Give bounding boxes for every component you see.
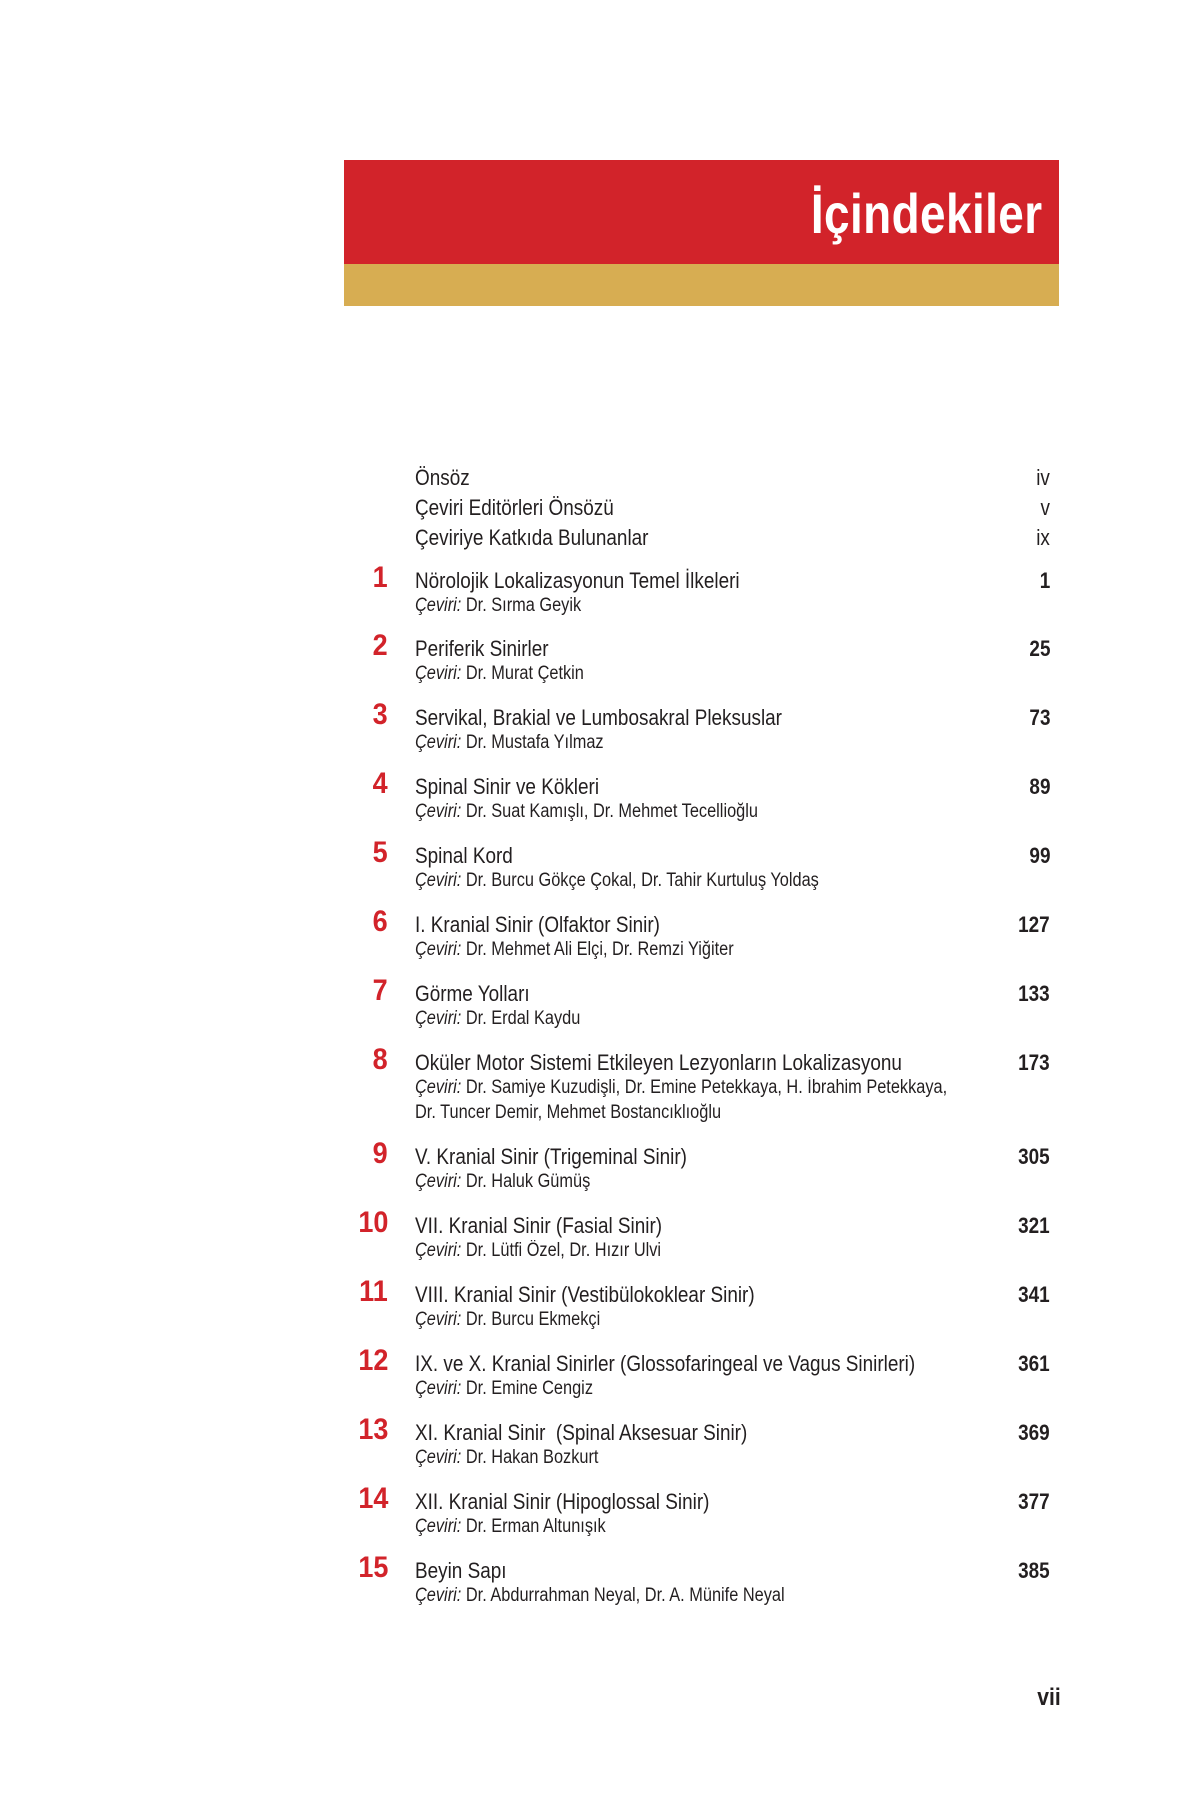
chapter-title: XII. Kranial Sinir (Hipoglossal Sinir) bbox=[415, 1489, 710, 1514]
translation-label: Çeviri: bbox=[415, 1447, 462, 1468]
chapter-title: VIII. Kranial Sinir (Vestibülokoklear Sinir) bbox=[415, 1282, 755, 1307]
chapter-title: IX. ve X. Kranial Sinirler (Glossofaringeal ve Vagus Sinirleri) bbox=[415, 1351, 916, 1376]
chapter-number: 9 bbox=[372, 1137, 388, 1170]
translation-label: Çeviri: bbox=[415, 595, 462, 616]
translator-names: Dr. Samiye Kuzudişli, Dr. Emine Petekkaya, H. İbrahim Petekkaya, bbox=[465, 1077, 948, 1098]
chapter-translators bbox=[415, 1169, 590, 1194]
chapter-translators bbox=[415, 868, 819, 893]
translator-names: Dr. Emine Cengiz bbox=[465, 1378, 593, 1399]
chapter-translators bbox=[415, 799, 758, 824]
entry-page: ix bbox=[1036, 525, 1050, 550]
page-title: İçindekiler bbox=[811, 182, 1043, 245]
chapter-page: 173 bbox=[1018, 1050, 1050, 1075]
chapter-number: 7 bbox=[372, 974, 388, 1007]
chapter-page: 305 bbox=[1018, 1144, 1050, 1169]
translation-label: Çeviri: bbox=[415, 663, 462, 684]
translation-label: Çeviri: bbox=[415, 1516, 462, 1537]
chapter-number: 5 bbox=[372, 836, 388, 869]
chapter-translators bbox=[415, 937, 734, 962]
translator-names: Dr. Hakan Bozkurt bbox=[465, 1447, 599, 1468]
chapter-number: 2 bbox=[372, 629, 388, 662]
chapter-translators-continued: Dr. Tuncer Demir, Mehmet Bostancıklıoğlu bbox=[415, 1102, 722, 1123]
translation-label: Çeviri: bbox=[415, 801, 462, 822]
chapter-title: XI. Kranial Sinir (Spinal Aksesuar Sinir) bbox=[415, 1420, 748, 1445]
chapter-page: 99 bbox=[1028, 843, 1050, 868]
translator-names: Dr. Abdurrahman Neyal, Dr. A. Münife Neyal bbox=[465, 1585, 785, 1606]
translation-label: Çeviri: bbox=[415, 1309, 462, 1330]
chapter-number: 1 bbox=[372, 561, 388, 594]
translator-names: Dr. Sırma Geyik bbox=[465, 595, 582, 616]
translation-label: Çeviri: bbox=[415, 1585, 462, 1606]
chapter-title: Oküler Motor Sistemi Etkileyen Lezyonların Lokalizasyonu bbox=[415, 1050, 902, 1075]
chapter-translators bbox=[415, 1006, 580, 1031]
chapter-translators bbox=[415, 593, 581, 618]
header-gold-band bbox=[344, 264, 1059, 306]
chapter-title: Spinal Sinir ve Kökleri bbox=[415, 774, 600, 799]
chapter-title: Nörolojik Lokalizasyonun Temel İlkeleri bbox=[415, 568, 740, 593]
translator-names: Dr. Mustafa Yılmaz bbox=[465, 732, 604, 753]
entry-page: iv bbox=[1036, 465, 1050, 490]
chapter-title: I. Kranial Sinir (Olfaktor Sinir) bbox=[415, 912, 660, 937]
chapter-title: Periferik Sinirler bbox=[415, 636, 549, 661]
chapter-number: 3 bbox=[372, 698, 388, 731]
translation-label: Çeviri: bbox=[415, 1077, 462, 1098]
translator-names: Dr. Burcu Ekmekçi bbox=[465, 1309, 601, 1330]
chapter-page: 385 bbox=[1018, 1558, 1050, 1583]
chapter-number: 15 bbox=[357, 1551, 388, 1584]
page-number: vii bbox=[1037, 1684, 1061, 1711]
chapter-translators bbox=[415, 661, 584, 686]
entry-title: Önsöz bbox=[415, 465, 470, 490]
translation-label: Çeviri: bbox=[415, 939, 462, 960]
header-banner bbox=[344, 160, 1059, 306]
chapter-page: 377 bbox=[1018, 1489, 1050, 1514]
chapter-number: 8 bbox=[372, 1043, 388, 1076]
translator-names: Dr. Suat Kamışlı, Dr. Mehmet Tecellioğlu bbox=[465, 801, 758, 822]
entry-title: Çeviri Editörleri Önsözü bbox=[415, 495, 614, 520]
chapter-translators bbox=[415, 1514, 606, 1539]
chapter-number: 13 bbox=[357, 1413, 388, 1446]
chapter-translators bbox=[415, 1445, 598, 1470]
translation-label: Çeviri: bbox=[415, 1171, 462, 1192]
chapter-translators bbox=[415, 1307, 600, 1332]
chapter-translators bbox=[415, 1075, 947, 1100]
chapter-title: Görme Yolları bbox=[415, 981, 530, 1006]
chapter-page: 361 bbox=[1018, 1351, 1050, 1376]
chapter-page: 321 bbox=[1018, 1213, 1050, 1238]
toc-entry-preface[interactable] bbox=[0, 463, 1200, 493]
translation-label: Çeviri: bbox=[415, 1008, 462, 1029]
chapter-title: Servikal, Brakial ve Lumbosakral Pleksuslar bbox=[415, 705, 782, 730]
chapter-number: 11 bbox=[359, 1275, 388, 1308]
chapter-title: Beyin Sapı bbox=[415, 1558, 507, 1583]
chapter-page: 89 bbox=[1028, 774, 1050, 799]
chapter-number: 12 bbox=[357, 1344, 388, 1377]
chapter-page: 127 bbox=[1018, 912, 1050, 937]
chapter-page: 369 bbox=[1018, 1420, 1050, 1445]
chapter-title: VII. Kranial Sinir (Fasial Sinir) bbox=[415, 1213, 663, 1238]
entry-title: Çeviriye Katkıda Bulunanlar bbox=[415, 525, 649, 550]
chapter-number: 6 bbox=[372, 905, 388, 938]
translation-label: Çeviri: bbox=[415, 1240, 462, 1261]
chapter-translators bbox=[415, 730, 604, 755]
entry-page: v bbox=[1040, 495, 1050, 520]
chapter-translators bbox=[415, 1583, 785, 1608]
translator-names: Dr. Erman Altunışık bbox=[465, 1516, 606, 1537]
chapter-title: Spinal Kord bbox=[415, 843, 513, 868]
chapter-page: 133 bbox=[1018, 981, 1050, 1006]
toc-entry-editors-preface[interactable] bbox=[0, 493, 1200, 523]
translator-names: Dr. Murat Çetkin bbox=[465, 663, 584, 684]
chapter-page: 341 bbox=[1018, 1282, 1050, 1307]
chapter-page: 73 bbox=[1028, 705, 1050, 730]
translator-names: Dr. Mehmet Ali Elçi, Dr. Remzi Yiğiter bbox=[465, 939, 734, 960]
chapter-page: 25 bbox=[1028, 636, 1050, 661]
translator-names: Dr. Burcu Gökçe Çokal, Dr. Tahir Kurtuluş Yoldaş bbox=[465, 870, 819, 891]
chapter-number: 14 bbox=[357, 1482, 388, 1515]
translation-label: Çeviri: bbox=[415, 870, 462, 891]
chapter-translators bbox=[415, 1376, 593, 1401]
chapter-translators bbox=[415, 1238, 661, 1263]
translator-names: Dr. Erdal Kaydu bbox=[465, 1008, 581, 1029]
translation-label: Çeviri: bbox=[415, 732, 462, 753]
translator-names: Dr. Lütfi Özel, Dr. Hızır Ulvi bbox=[465, 1240, 662, 1261]
chapter-number: 4 bbox=[372, 767, 388, 800]
chapter-number: 10 bbox=[357, 1206, 388, 1239]
translation-label: Çeviri: bbox=[415, 1378, 462, 1399]
translator-names: Dr. Haluk Gümüş bbox=[465, 1171, 591, 1192]
toc-entry-contributors[interactable] bbox=[0, 523, 1200, 553]
chapter-title: V. Kranial Sinir (Trigeminal Sinir) bbox=[415, 1144, 687, 1169]
chapter-page: 1 bbox=[1039, 568, 1050, 593]
